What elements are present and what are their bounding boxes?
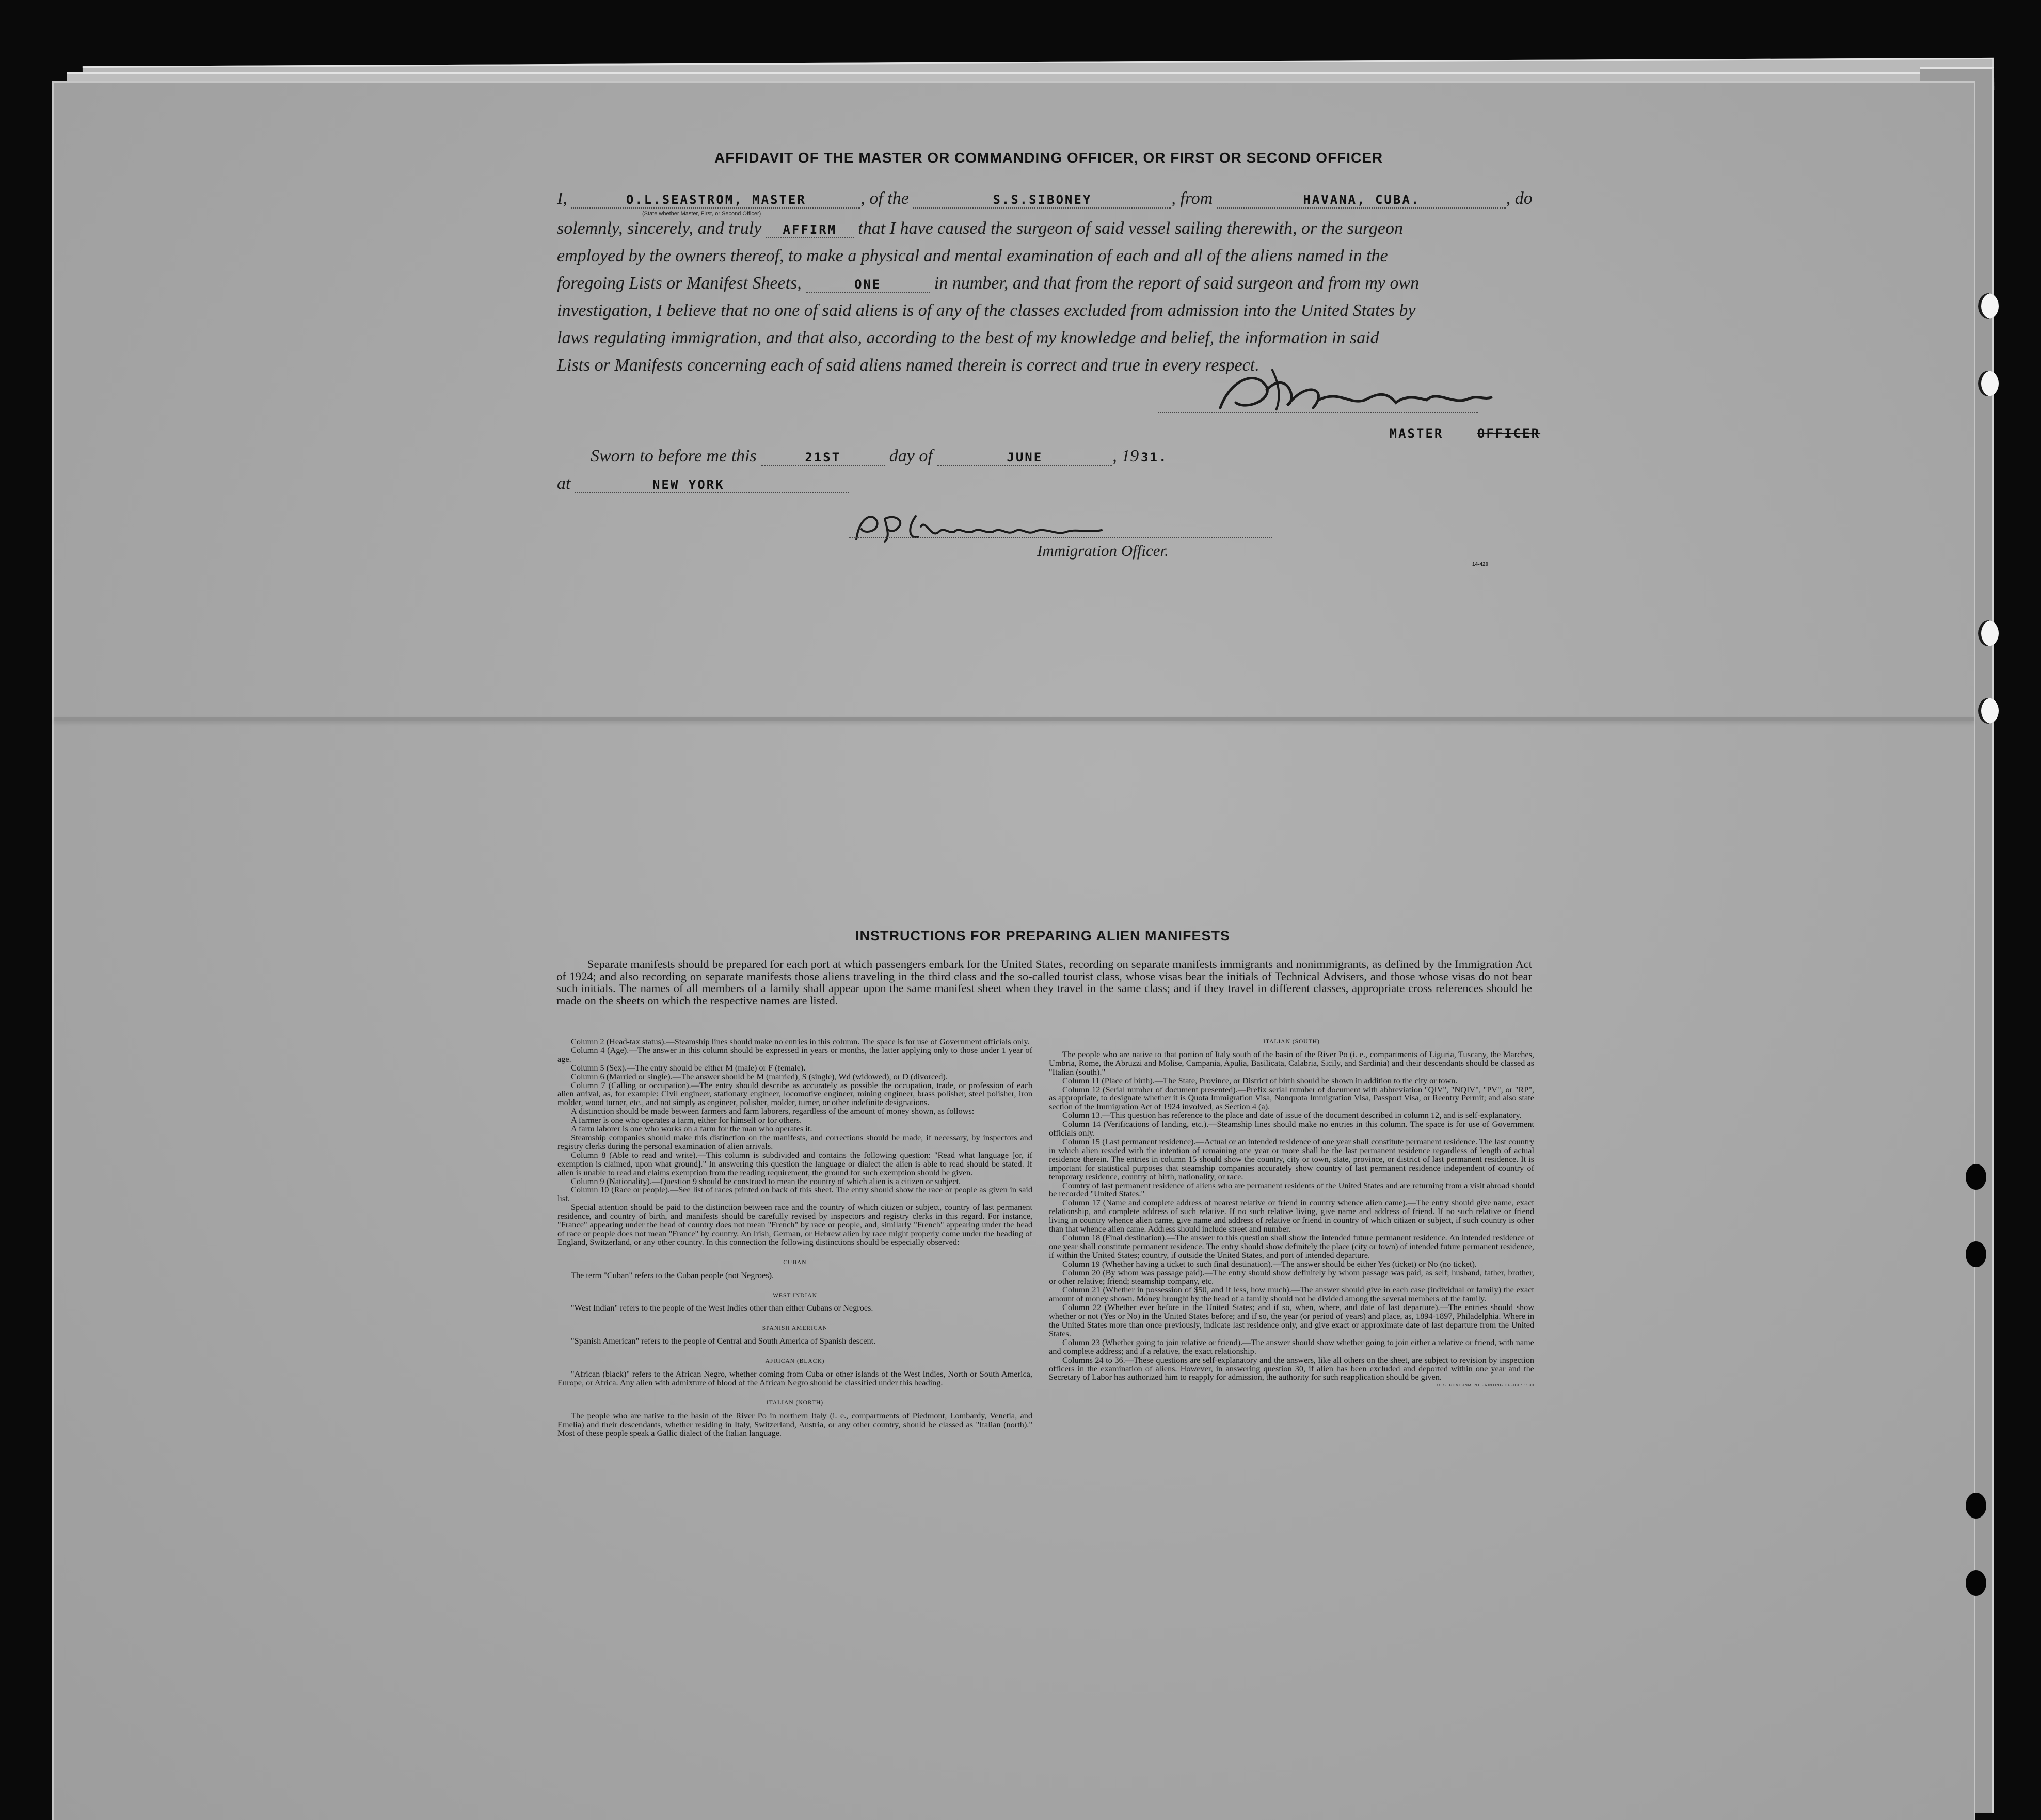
spanish-american-heading: SPANISH AMERICAN bbox=[762, 1325, 828, 1332]
punch-hole-8 bbox=[1966, 1570, 1986, 1596]
immigration-officer-caption: Immigration Officer. bbox=[1037, 541, 1169, 560]
affidavit-text-foregoing: foregoing Lists or Manifest Sheets, bbox=[557, 274, 802, 293]
sworn-day-field: 21ST bbox=[761, 450, 885, 466]
right-para: Column 20 (By whom was passage paid).—The entry should show definitely by whom passage was paid, as self; husband, father, brother, or other relative; friend; steamship company, etc. bbox=[1049, 1267, 1534, 1286]
left-para: A farm laborer is one who works on a farm for the man who operates it. bbox=[571, 1124, 812, 1134]
punch-hole-4 bbox=[1978, 698, 1999, 724]
affidavit-text-from: , from bbox=[1171, 189, 1213, 208]
affirm-field: AFFIRM bbox=[766, 222, 854, 238]
sworn-place-field: NEW YORK bbox=[575, 477, 849, 493]
affidavit-line-7: Lists or Manifests concerning each of said aliens named therein is correct and true in every respect. bbox=[557, 356, 1259, 375]
right-para: Column 19 (Whether having a ticket to such final destination).—The answer should be either Yes (ticket) or No (no ticket). bbox=[1062, 1258, 1477, 1269]
affidavit-line-5: investigation, I believe that no one of said aliens is of any of the classes excluded from admission into the United States by bbox=[557, 301, 1416, 320]
punch-hole-2 bbox=[1978, 371, 1999, 396]
affidavit-line-4 bbox=[557, 269, 1419, 297]
italian-north-heading: ITALIAN (NORTH) bbox=[766, 1399, 824, 1406]
departure-port-field: HAVANA, CUBA. bbox=[1217, 192, 1506, 209]
african-text: "African (black)" refers to the African Negro, whether coming from Cuba or other islands of the West Indies, North or South America, Europe, or Africa. Any alien with admixture of blood of the African Negro should be classified under this heading. bbox=[557, 1369, 1032, 1387]
right-para: Column 23 (Whether going to join relative or friend).—The answer should show whether going to join either a relative or friend, with name and complete address; and if a relative, the exact relationship. bbox=[1049, 1337, 1534, 1356]
affidavit-line-6: laws regulating immigration, and that also, according to the best of my knowledge and belief, the information in said bbox=[557, 328, 1379, 347]
sworn-month-field: JUNE bbox=[937, 450, 1112, 466]
sheet-count-field: ONE bbox=[806, 277, 930, 293]
left-para: A distinction should be made between farmers and farm laborers, regardless of the amount of money shown, as follows: bbox=[571, 1106, 975, 1116]
sworn-year-prefix: , 19 bbox=[1112, 446, 1139, 466]
right-para: Column 15 (Last permanent residence).—Actual or an intended residence of one year shall constitute permanent residence. The last country in which alien resided with the intention of remaining one year or more shall be the last permanent residence regardless of length of actual residence therein. The entries in column 15 should show the country, city or town, state, province, or district of last permanent residence. It is important for statistical purposes that steamship companies accurately show country of last permanent residence independent of country of temporary residence, country of birth, nationality, or race. bbox=[1049, 1136, 1534, 1182]
punch-hole-7 bbox=[1966, 1493, 1986, 1519]
instructions-left-column bbox=[557, 1037, 1032, 1438]
spanish-american-text: "Spanish American" refers to the people of Central and South America of Spanish descent. bbox=[571, 1336, 876, 1346]
left-para: Column 10 (Race or people).—See list of races printed on back of this sheet. The entry should show the race or people as given in said list. bbox=[557, 1185, 1032, 1204]
italian-south-heading: ITALIAN (SOUTH) bbox=[1263, 1039, 1320, 1045]
vessel-name-field: S.S.SIBONEY bbox=[913, 192, 1171, 209]
instructions-right-column bbox=[1049, 1037, 1534, 1391]
italian-north-text: The people who are native to the basin of the River Po in northern Italy (i. e., compartments of Piedmont, Lombardy, Venetia, and Emelia) and their descendants, whether residing in Italy, Switzerland, Austria, or any other country, should be classed as "Italian (north)." Most of these people speak a Gallic dialect of the Italian language. bbox=[557, 1410, 1032, 1438]
right-para: Column 18 (Final destination).—The answer to this question shall show the intended future permanent residence. An intended residence of one year shall constitute permanent residence. The entry should show definitely the place (city or town) of intended future permanent residence, if within the United States; country, if outside the United States, and port of intended departure. bbox=[1049, 1232, 1534, 1260]
master-signature-line bbox=[1158, 412, 1478, 413]
right-para: Columns 24 to 36.—These questions are self-explanatory and the answers, like all others on the sheet, are subject to revision by inspection officers in the examination of aliens. However, in answering question 30, if alien has been excluded and deported within one year and the Secretary of Labor has authorized him to reapply for admission, the authority for such reapplication should be given. bbox=[1049, 1354, 1534, 1382]
officer-rank-note: (State whether Master, First, or Second Officer) bbox=[642, 211, 761, 217]
right-para: Column 14 (Verifications of landing, etc.).—Steamship lines should make no entries in this column. The space is for use of Government officials only. bbox=[1049, 1119, 1534, 1138]
left-para: Steamship companies should make this distinction on the manifests, and corrections should be made, if necessary, by inspectors and registry clerks during the personal examination of alien arrivals. bbox=[557, 1132, 1032, 1151]
affidavit-text-do: , do bbox=[1506, 189, 1533, 208]
officer-name-field: O.L.SEASTROM, MASTER bbox=[571, 192, 860, 209]
affidavit-line-1 bbox=[557, 185, 1533, 212]
right-para: Column 11 (Place of birth).—The State, Province, or District of birth should be shown in addition to the city or town. bbox=[1062, 1075, 1458, 1085]
right-para: Column 13.—This question has reference to the place and date of issue of the document described in column 12, and is self-explanatory. bbox=[1062, 1110, 1522, 1121]
left-para: Special attention should be paid to the distinction between race and the country of which citizen or subject, country of last permanent residence, and country of birth, and manifests should be carefully revised by inspectors and registry clerks in this regard. For instance, "France" appearing under the head of country does not mean "French" by race or people, and, similarly "French" appearing under the head of race or people does not mean "France" by country. An Irish, German, or Hebrew alien by race might properly come under the heading of England, Switzerland, or any other country. In this connection the following distinctions should be especially observed: bbox=[557, 1202, 1032, 1247]
left-para: Column 4 (Age).—The answer in this column should be expressed in years or months, the latter applying only to those under 1 year of age. bbox=[557, 1045, 1032, 1064]
affidavit-text-number: in number, and that from the report of said surgeon and from my own bbox=[934, 274, 1420, 293]
right-para: Column 22 (Whether ever before in the United States; and if so, when, where, and date of last departure).—The entries should show whether or not (Yes or No) in the United States before; and if so, the year (or period of years) and place, as, 1894-1897, Philadelphia. Where in the United States more than once previously, indicate last residence only, and give exact or approximate date of last departure from the United States. bbox=[1049, 1302, 1534, 1338]
sworn-line bbox=[591, 442, 1170, 470]
right-para: Column 12 (Serial number of document presented).—Prefix serial number of document with abbreviation "QIV", "NQIV", "PV", or "RP", as appropriate, to designate whether it is Quota Immigration Visa, Nonquota Immigration Visa, Passport Visa, or Reentry Permit; and also state section of the Immigration Act of 1924 involved, as Section 4 (a). bbox=[1049, 1084, 1534, 1112]
manifest-sheet bbox=[54, 83, 1974, 1820]
right-para: Country of last permanent residence of aliens who are permanent residents of the United States and are returning from a visit abroad should be recorded "United States." bbox=[1049, 1180, 1534, 1199]
affidavit-line-2 bbox=[557, 215, 1403, 242]
affidavit-text-surgeon: that I have caused the surgeon of said vessel sailing therewith, or the surgeon bbox=[858, 219, 1404, 238]
instructions-title: INSTRUCTIONS FOR PREPARING ALIEN MANIFESTS bbox=[855, 928, 1231, 944]
left-para: Column 8 (Able to read and write).—This column is subdivided and contains the following question: "Read what language [or, if exemption is claimed, upon what ground]." In answering this question the language or dialect the alien is able to read should be stated. If alien is unable to read and claims exemption from the reading requirement, the ground for such exemption should be given. bbox=[557, 1150, 1032, 1177]
african-heading: AFRICAN (BLACK) bbox=[765, 1358, 825, 1365]
left-para: Column 5 (Sex).—The entry should be either M (male) or F (female). bbox=[571, 1062, 806, 1073]
west-indian-heading: WEST INDIAN bbox=[773, 1292, 817, 1299]
sworn-text: Sworn to before me this bbox=[591, 446, 757, 466]
form-number: 14-420 bbox=[1472, 562, 1489, 567]
at-label: at bbox=[557, 474, 571, 493]
instructions-intro: Separate manifests should be prepared for each port at which passengers embark for the United States, recording on separate manifests immigrants and nonimmigrants, as defined by the Immigration Act of 1924; and also recording on separate manifests those aliens traveling in the third class and the so-called tourist class, whose visas bear the initials of Technical Advisers, and those whose visas do not bear such initials. The names of all members of a family shall appear upon the same manifest sheet when they travel in the same class; and if they travel in different classes, appropriate cross references should be made on the sheets on which the respective names are listed. bbox=[556, 957, 1532, 1007]
cuban-text: The term "Cuban" refers to the Cuban people (not Negroes). bbox=[571, 1270, 774, 1280]
left-para: Column 6 (Married or single).—The answer should be M (married), S (single), Wd (widowed), or D (divorced). bbox=[571, 1071, 948, 1081]
right-para: Column 17 (Name and complete address of nearest relative or friend in country whence alien came).—The entry should give name, exact relationship, and complete address of such relative. If no such relative living, give name and address of friend. If no such relative or friend living in country whence alien came, give name and address of relative or friend in country of which citizen or subject, if such country is other than that whence alien came. Address should include street and number. bbox=[1049, 1198, 1534, 1234]
page-fold-line bbox=[54, 717, 1974, 721]
cuban-heading: CUBAN bbox=[783, 1259, 807, 1266]
officer-title-struck: OFFICER bbox=[1477, 426, 1541, 441]
italian-south-text: The people who are native to that portion of Italy south of the basin of the River Po (i. e., compartments of Liguria, Tuscany, the Marches, Umbria, Rome, the Abruzzi and Molise, Campania, Apulia, Basilicata, Calabria, Sicily, and Sardinia) and their descendants should be classed as "Italian (south)." bbox=[1049, 1049, 1534, 1077]
punch-hole-3 bbox=[1978, 620, 1999, 646]
officer-title-block bbox=[1365, 426, 1548, 441]
punch-hole-1 bbox=[1978, 293, 1999, 319]
affidavit-text-solemnly: solemnly, sincerely, and truly bbox=[557, 219, 762, 238]
sworn-text-day-of: day of bbox=[889, 446, 933, 466]
right-para: Column 21 (Whether in possession of $50, and if less, how much).—The answer should give in each case (individual or family) the exact amount of money shown. Money brought by the head of a family should not be divided among the several members of the family. bbox=[1049, 1285, 1534, 1304]
affidavit-line-3: employed by the owners thereof, to make a physical and mental examination of each and all of the aliens named in the bbox=[557, 246, 1388, 265]
affidavit-pronoun: I, bbox=[557, 189, 567, 208]
sworn-year-field: 31. bbox=[1141, 450, 1168, 465]
officer-title-field: MASTER bbox=[1389, 426, 1444, 441]
left-para: Column 9 (Nationality).—Question 9 should be construed to mean the country of which alien is a citizen or subject. bbox=[571, 1176, 961, 1186]
master-signature bbox=[1210, 359, 1499, 421]
left-para: A farmer is one who operates a farm, either for himself or for others. bbox=[571, 1115, 802, 1125]
west-indian-text: "West Indian" refers to the people of the West Indies other than either Cubans or Negroes. bbox=[571, 1303, 873, 1313]
left-para: Column 7 (Calling or occupation).—The entry should describe as accurately as possible the occupation, trade, or profession of each alien arrival, as, for example: Civil engineer, stationary engineer, locomotive engineer, mining engineer, brass polisher, steel polisher, iron molder, wood turner, etc., and not simply as engineer, polisher, molder, turner, or other indefinite designations. bbox=[557, 1080, 1032, 1108]
sworn-place-line bbox=[557, 470, 849, 497]
printing-office-imprint: U. S. GOVERNMENT PRINTING OFFICE: 1930 bbox=[1437, 1384, 1534, 1388]
left-para: Column 2 (Head-tax status).—Steamship lines should make no entries in this column. The space is for use of Government officials only. bbox=[571, 1036, 1030, 1046]
affidavit-text-of-the: , of the bbox=[860, 189, 909, 208]
punch-hole-6 bbox=[1966, 1241, 1986, 1267]
affidavit-title: AFFIDAVIT OF THE MASTER OR COMMANDING OFFICER, OR FIRST OR SECOND OFFICER bbox=[714, 150, 1383, 166]
punch-hole-5 bbox=[1966, 1164, 1986, 1190]
